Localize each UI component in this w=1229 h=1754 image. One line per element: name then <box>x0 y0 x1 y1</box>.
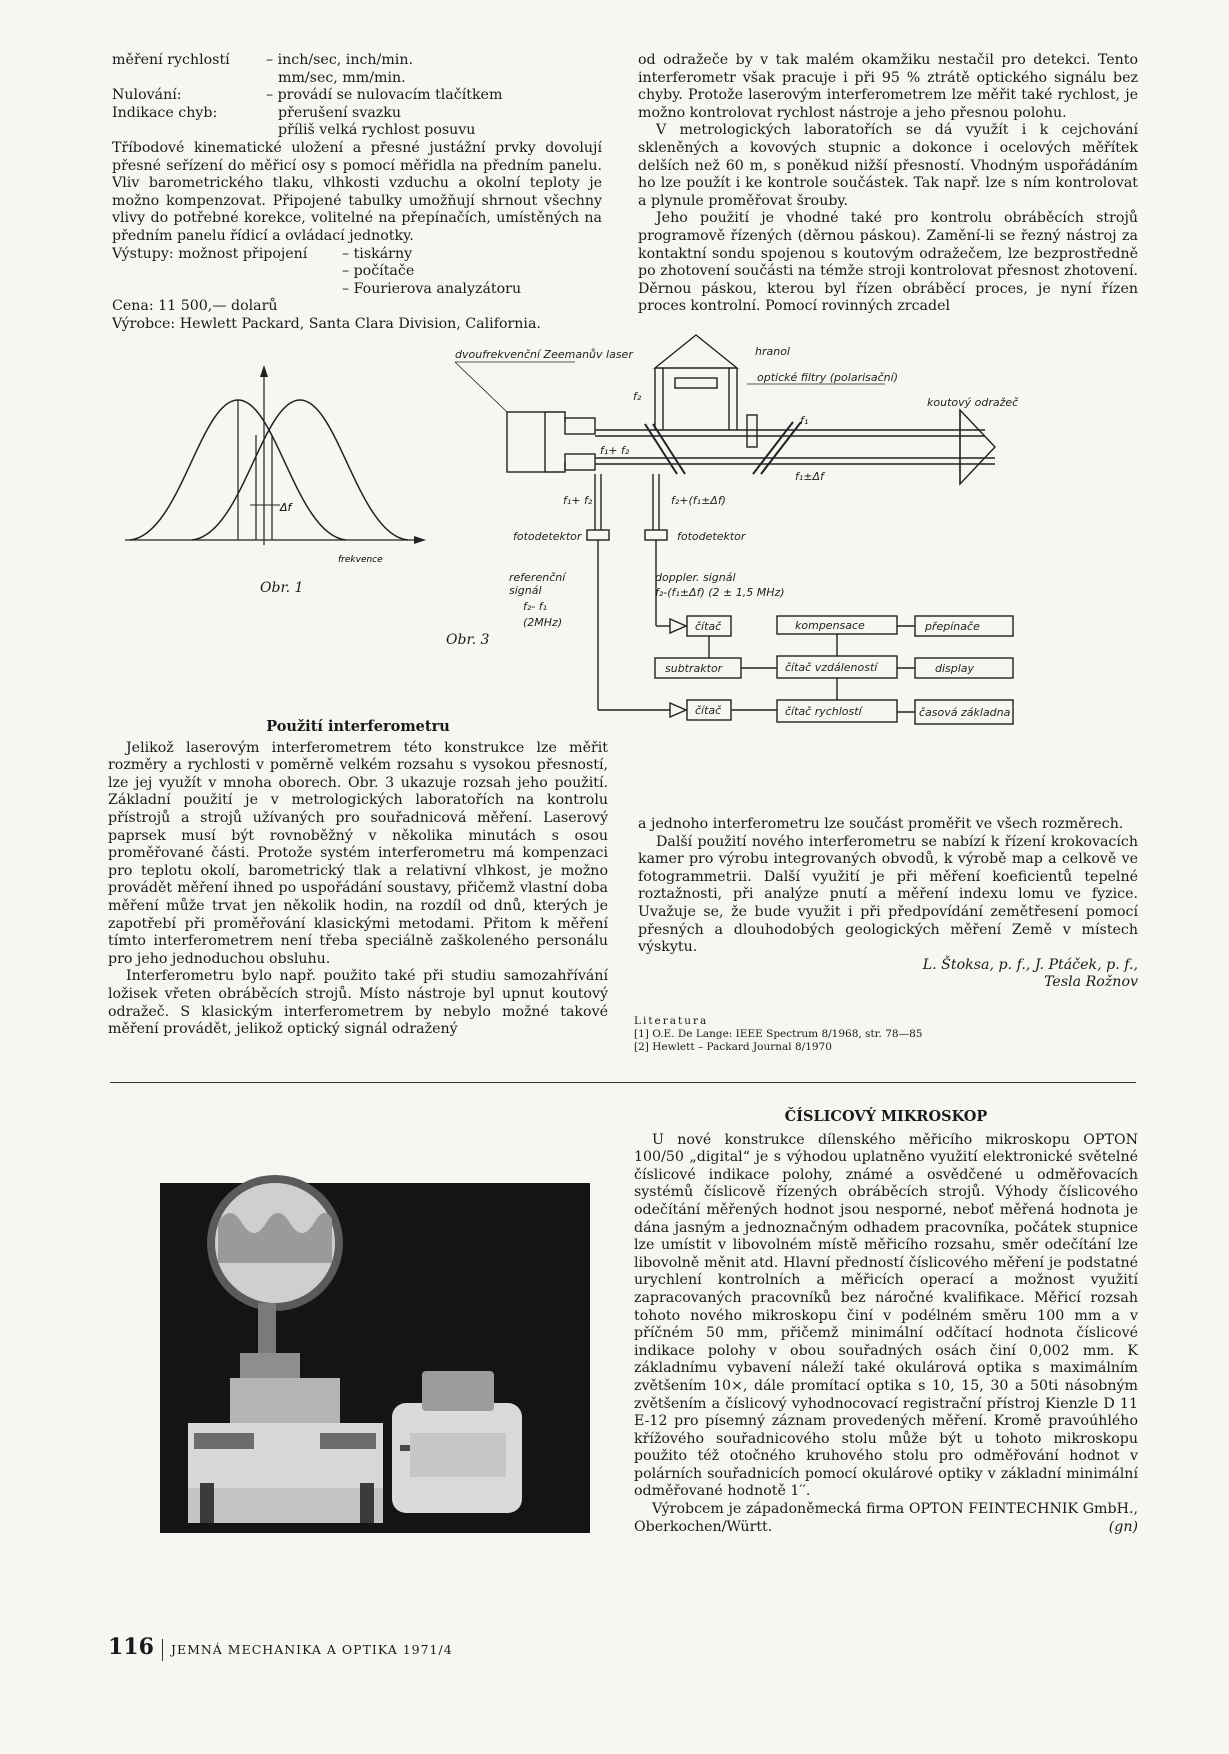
spec-label: Nulování: <box>112 87 182 104</box>
fig1-delta-label: Δf <box>280 501 292 514</box>
display-label: display <box>935 662 975 675</box>
paragraph <box>634 1501 1138 1536</box>
corner-reflector <box>960 410 995 484</box>
paragraph: V metrologických laboratořích se dá využít i k cejchování skleněných a kovových stupnic a dokonce i ocelových měřítek delších než 60 m, s poněkud nižší přesností. Vhodným uspořádáním ho lze použít i ke kontrole součástek. Tak např. lze s ním kontrolovat a plynule proměřovat šrouby. <box>638 122 1138 209</box>
laser-frame <box>545 412 565 472</box>
prism-label: hranol <box>755 345 790 358</box>
spec-row <box>112 122 602 140</box>
doppler-label: doppler. signál <box>655 571 736 584</box>
usage-heading: Použití interferometru <box>266 718 450 735</box>
microscope-article <box>634 1108 1138 1536</box>
usage-column <box>108 718 608 1039</box>
paragraph: Jelikož laserovým interferometrem této konstrukce lze měřit rozměry a rychlosti v poměrně velkém rozsahu s vysokou přesností, lze jej využít v mnoha oborech. Obr. 3 ukazuje rozsah jeho použití. Základní použití je v metrologických laboratořích na kontrolu přístrojů a strojů užívaných pro souřadnicová měření. Laserový paprsek musí být rovnoběžný v několika minutách s osou proměřované části. Protože systém interferometru má kompenzaci pro teplotu okolí, barometrický tlak a relativní vlhkost, je možno provádět měření ihned po uspořádání soustavy, přičemž vlastní doba měření může trvat jen několik hodin, na rozdíl od dnů, kterých je zapotřebí při proměřování klasickými metodami. Přitom k měření tímto interferometrem není třeba speciálně zaškoleného personálu pro jeho jednoduchou obsluhu. <box>108 739 608 967</box>
photodetector-2 <box>645 530 667 540</box>
spec-value: příliš velká rychlost posuvu <box>278 122 476 139</box>
photodetector-1 <box>587 530 609 540</box>
subtractor-label: subtraktor <box>665 662 723 675</box>
filters-label: optické filtry (polarisační) <box>757 371 898 384</box>
timebase-label: časová základna <box>919 706 1011 719</box>
microscope-heading: ČÍSLICOVÝ MIKROSKOP <box>784 1108 988 1125</box>
microscope-photo <box>160 1183 590 1533</box>
spec-row <box>112 105 602 123</box>
right-mid-column <box>638 816 1138 992</box>
reflector-label: koutový odražeč <box>927 396 1019 409</box>
author-initials: (gn) <box>1108 1518 1138 1535</box>
laser-body <box>507 412 545 472</box>
manufacturer: Výrobce: Hewlett Packard, Santa Clara Division, California. <box>112 315 541 332</box>
fig1-axis-label: frekvence <box>338 555 383 565</box>
paragraph: U nové konstrukce dílenského měřicího mikroskopu OPTON 100/50 „digital“ je s výhodou uplatněno využití elektronické světelné číslicové indikace polohy, známé a osvědčené u odměřovacích systémů číslicově řízených obráběcích strojů. Výhody číslicového odečítání měřených hodnot jsou nesporné, neboť měřená hodnota je dána jasným a jednoznačným odhadem pracovníka, počátek stupnice lze umístit v libovolném místě měřicího rozsahu, směr odečítání lze libovolně měnit atd. Hlavní předností číslicového měření je podstatné urychlení kontrolních a měřicích operací a možnost využití zapracovaných pracovníků bez náročné kvalifikace. Měřicí rozsah tohoto nového mikroskopu činí v podélném směru 100 mm a v příčném 50 mm, přičemž minimální odčítací hodnota číslicové indikace polohy v obou souřadných osách činí 0,002 mm. K základnímu vybavení náleží také okulárová optika s maximálním zvětšením 10×, dále promítací optika s 10, 15, 30 a 50ti násobným zvětšením a číslicový vyhodnocovací registrační přístroj Kienzle D 11 E-12 pro písemný záznam provedených měření. Kromě pravoúhlého křížového souřadnicového stolu může být u tohoto mikroskopu použito též otočného kruhového stolu pro odměřování hodnot v polárních souřadnicích pomocí okulárové optiky v základní minimální odměřované hodnotě 1′′. <box>634 1131 1138 1500</box>
laser-label: dvoufrekvenční Zeemanův laser <box>455 348 633 361</box>
ref-signal-label: signál <box>509 584 542 597</box>
beam-splitter-1b <box>653 424 685 474</box>
literature <box>634 1015 1134 1054</box>
spec-label <box>112 70 266 88</box>
fig3-caption: Obr. 3 <box>446 632 490 648</box>
polarizing-filter-2 <box>747 415 757 447</box>
outputs-item: – Fourierova analyzátoru <box>342 280 522 297</box>
outputs-item: – tiskárny <box>342 245 413 262</box>
spec-label: Indikace chyb: <box>112 104 218 121</box>
beam-splitter-1 <box>645 424 677 474</box>
journal-name: JEMNÁ MECHANIKA A OPTIKA 1971/4 <box>170 1642 453 1657</box>
left-top-paragraph: Tříbodové kinematické uložení a přesné justážní prvky dovolují přesné seřízení do měřicí osy s pomocí měřidla na předním panelu. Vliv barometrického tlaku, vlhkosti vzduchu a okolní teploty je možno kompenzovat. Připojené tabulky umožňují shrnout všechny vlivy do potřebné korekce, volitelné na přepínačích, umístěných na předním panelu řídicí a ovládací jednotky. <box>112 139 602 244</box>
f1df-label: f₁±Δf <box>795 470 824 483</box>
outputs-row <box>112 246 602 264</box>
footer-divider <box>162 1639 163 1661</box>
spec-value: – provádí se nulovacím tlačítkem <box>266 87 503 104</box>
fig1-caption: Obr. 1 <box>260 580 304 596</box>
counter-label: čítač <box>695 704 722 717</box>
f2f1df-label: f₂+(f₁±Δf) <box>671 494 726 507</box>
signature-line: Tesla Rožnov <box>1044 974 1138 991</box>
prism-top <box>655 335 737 368</box>
spec-value: – inch/sec, inch/min. <box>266 52 413 68</box>
outputs-row <box>112 263 602 281</box>
microscope-photo-art <box>160 1183 590 1533</box>
distance-counter-label: čítač vzdáleností <box>785 661 878 674</box>
compensation-label: kompensace <box>795 619 865 632</box>
ref-signal-label: (2MHz) <box>523 616 563 629</box>
manufacturer-note: Výrobcem je západoněmecká firma OPTON FEINTECHNIK GmbH., Oberkochen/Württ. <box>634 1501 1138 1535</box>
f1f2-label: f₁+ f₂ <box>600 444 630 457</box>
fig1-curve-2 <box>192 400 408 540</box>
page-footer <box>108 1634 453 1661</box>
outputs-item: – počítače <box>342 263 415 280</box>
speed-counter-label: čítač rychlostí <box>785 705 862 718</box>
paragraph: Interferometru bylo např. použito také při studiu samozahřívání ložisek vřeten obráběcích strojů. Místo nástroje byl upnut koutový odražeč. S klasickým interferometrem by nebylo možné takové měření provádět, jelikož optický signál odražený <box>108 968 608 1038</box>
literature-item: [1] O.E. De Lange: IEEE Spectrum 8/1968, str. 78—85 <box>634 1028 923 1040</box>
price: Cena: 11 500,— dolarů <box>112 298 278 315</box>
f1-label: f₁ <box>800 414 809 427</box>
spec-row <box>112 70 602 88</box>
section-divider <box>110 1082 1136 1083</box>
paragraph: a jednoho interferometru lze součást proměřit ve všech rozměrech. <box>638 816 1124 832</box>
photodetector-label-1: fotodetektor <box>513 530 582 543</box>
outputs-label: Výstupy: možnost připojení <box>112 245 308 262</box>
right-top-column <box>638 52 1138 316</box>
fig1-axis-arrow <box>260 365 268 377</box>
spec-label <box>112 122 266 140</box>
paragraph: Jeho použití je vhodné také pro kontrolu obráběcích strojů programově řízených (děrnou páskou). Zamění-li se řezný nástroj za kontaktní sondu spojenou s koutovým odražečem, lze bezprostředně po zhotovení součásti na témže stroji kontrolovat přesnost zhotovení. Děrnou páskou, kterou byl řízen obráběcí proces, je nyní řízen proces kontrolní. Pomocí rovinných zrcadel <box>638 210 1138 315</box>
outputs-row <box>112 281 602 299</box>
literature-title: Literatura <box>634 1015 709 1027</box>
ref-signal-label: referenční <box>509 571 566 584</box>
spec-row <box>112 87 602 105</box>
counter-label: čítač <box>695 620 722 633</box>
leader-line <box>455 362 507 412</box>
laser-cavity-upper <box>565 418 595 434</box>
ref-signal-label: f₂- f₁ <box>523 600 548 613</box>
doppler-label: f₂-(f₁±Δf) (2 ± 1,5 MHz) <box>655 586 785 599</box>
switch-label: přepínače <box>925 620 980 633</box>
paragraph: od odražeče by v tak malém okamžiku nestačil pro detekci. Tento interferometr však pracuje i při 95 % ztrátě optického signálu bez chyby. Protože laserovým interferometrem lze měřit také rychlost, je možno kontrolovat rychlost nástroje a jeho přesnou polohu. <box>638 52 1138 121</box>
literature-item: [2] Hewlett – Packard Journal 8/1970 <box>634 1041 832 1053</box>
signature-line: L. Štoksa, p. f., J. Ptáček, p. f., <box>922 956 1138 973</box>
spec-value: mm/sec, mm/min. <box>278 69 406 86</box>
spec-row <box>112 52 602 70</box>
fig1-axis-arrow-x <box>414 536 426 544</box>
spec-label: měření rychlostí <box>112 52 230 68</box>
amplifier-2 <box>670 703 686 717</box>
spec-value: přerušení svazku <box>278 104 402 121</box>
f2-label: f₂ <box>633 390 642 403</box>
polarizing-filter <box>675 378 717 388</box>
specs-block <box>112 52 602 334</box>
laser-cavity-lower <box>565 454 595 470</box>
f1f2-label-2: f₁+ f₂ <box>563 494 593 507</box>
paragraph: Další použití nového interferometru se nabízí k řízení krokovacích kamer pro výrobu integrovaných obvodů, k výrobě map a celkově ve fotogrammetrii. Další využití je při měření koeficientů tepelné roztažnosti, při analýze pnutí a měření indexu lomu ve fyzice. Uvažuje se, že bude využit i při předpovídání zemětřesení pomocí přesných a dlouhodobých geologických měření Země v místech výskytu. <box>638 833 1138 956</box>
photodetector-label-2: fotodetektor <box>677 530 746 543</box>
amplifier-1 <box>670 619 686 633</box>
page-number: 116 <box>108 1634 154 1660</box>
figure-1-curves <box>120 365 450 575</box>
